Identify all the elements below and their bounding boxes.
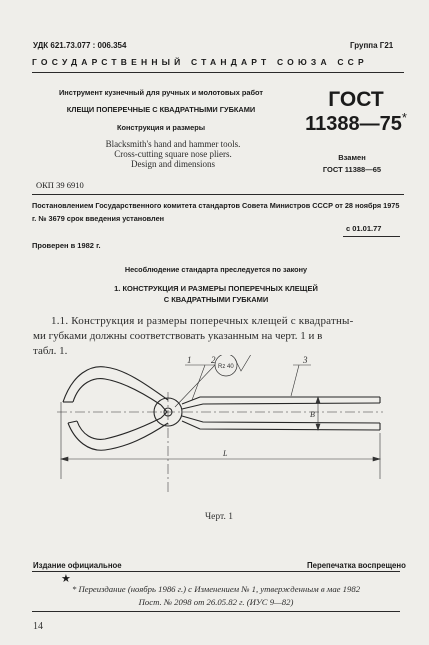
figure-caption: Черт. 1 — [205, 512, 233, 522]
gost-block — [296, 88, 416, 135]
pliers-drawing — [55, 355, 385, 507]
replaces-block — [290, 152, 414, 175]
reissue-line: Пост. № 2098 от 26.05.82 г. (ИУС 9—82) — [138, 597, 294, 608]
page-number: 14 — [33, 621, 43, 632]
callout-1: 1 — [187, 355, 192, 365]
dimension-b-label: B — [310, 410, 315, 419]
effective-date: с 01.01.77 — [346, 224, 382, 233]
violation-note: Несоблюдение стандарта преследуется по закону — [124, 265, 308, 274]
checked-note: Проверен в 1982 г. — [32, 241, 101, 250]
section-heading-line: С КВАДРАТНЫМИ ГУБКАМИ — [163, 295, 269, 305]
dimension-lines — [61, 355, 380, 479]
official-edition-label: Издание официальное — [33, 561, 122, 570]
footer-divider — [32, 571, 400, 572]
udk-code: УДК 621.73.077 : 006.354 — [33, 41, 127, 50]
dimension-l-label: L — [223, 449, 228, 458]
paragraph-line: табл. 1. — [33, 345, 68, 358]
document-subtitle: Конструкция и размеры — [116, 122, 206, 132]
paragraph-line: ми губками должны соответствовать указанным на черт. 1 и в — [33, 330, 323, 343]
date-underline — [343, 236, 400, 237]
tool-category: Инструмент кузнечный для ручных и молотовых работ — [58, 88, 264, 97]
section-heading-line: 1. КОНСТРУКЦИЯ И РАЗМЕРЫ ПОПЕРЕЧНЫХ КЛЕЩЕЙ — [114, 284, 318, 293]
group-code: Группа Г21 — [350, 41, 394, 50]
reissue-note — [32, 583, 400, 609]
bottom-divider — [32, 611, 400, 612]
replaces-label: Взамен — [338, 153, 366, 162]
gost-label: ГОСТ — [328, 88, 384, 111]
centerline — [57, 392, 383, 493]
roughness-label: Rz 40 — [218, 364, 234, 370]
reissue-line: * Переиздание (ноябрь 1986 г.) с Изменением № 1, утвержденным в мае 1982 — [71, 584, 361, 594]
english-title-line: Design and dimensions — [131, 159, 215, 170]
english-title-line: Blacksmith's hand and hammer tools. — [105, 139, 241, 149]
okp-code: ОКП 39 6910 — [36, 180, 84, 190]
english-title — [78, 139, 268, 169]
header-divider — [32, 72, 404, 73]
gost-number: 11388—75 — [305, 113, 402, 136]
decree-text: Постановлением Государственного комитета стандартов Совета Министров СССР от 28 ноября 1975 г. № 3679 срок введения установлен — [32, 201, 400, 223]
state-standard-header: ГОСУДАРСТВЕННЫЙ СТАНДАРТ СОЮЗА ССР — [32, 57, 368, 67]
paragraph-1-1 — [33, 314, 398, 360]
callout-3: 3 — [303, 355, 308, 365]
star-icon: ★ — [61, 573, 71, 585]
english-title-line: Cross-cutting square nose pliers. — [114, 149, 232, 160]
pliers-outline — [63, 367, 380, 451]
title-block — [30, 88, 292, 140]
title-divider — [32, 194, 404, 195]
asterisk-mark: * — [401, 110, 407, 126]
callout-2: 2 — [211, 355, 216, 365]
paragraph-line: 1.1. Конструкция и размеры поперечных клещей с квадратны- — [51, 315, 354, 327]
document-title: КЛЕЩИ ПОПЕРЕЧНЫЕ С КВАДРАТНЫМИ ГУБКАМИ — [66, 105, 256, 115]
replaces-value: ГОСТ 11388—65 — [322, 164, 382, 174]
reprint-prohibited-label: Перепечатка воспрещено — [307, 561, 406, 570]
section-heading — [32, 283, 400, 306]
